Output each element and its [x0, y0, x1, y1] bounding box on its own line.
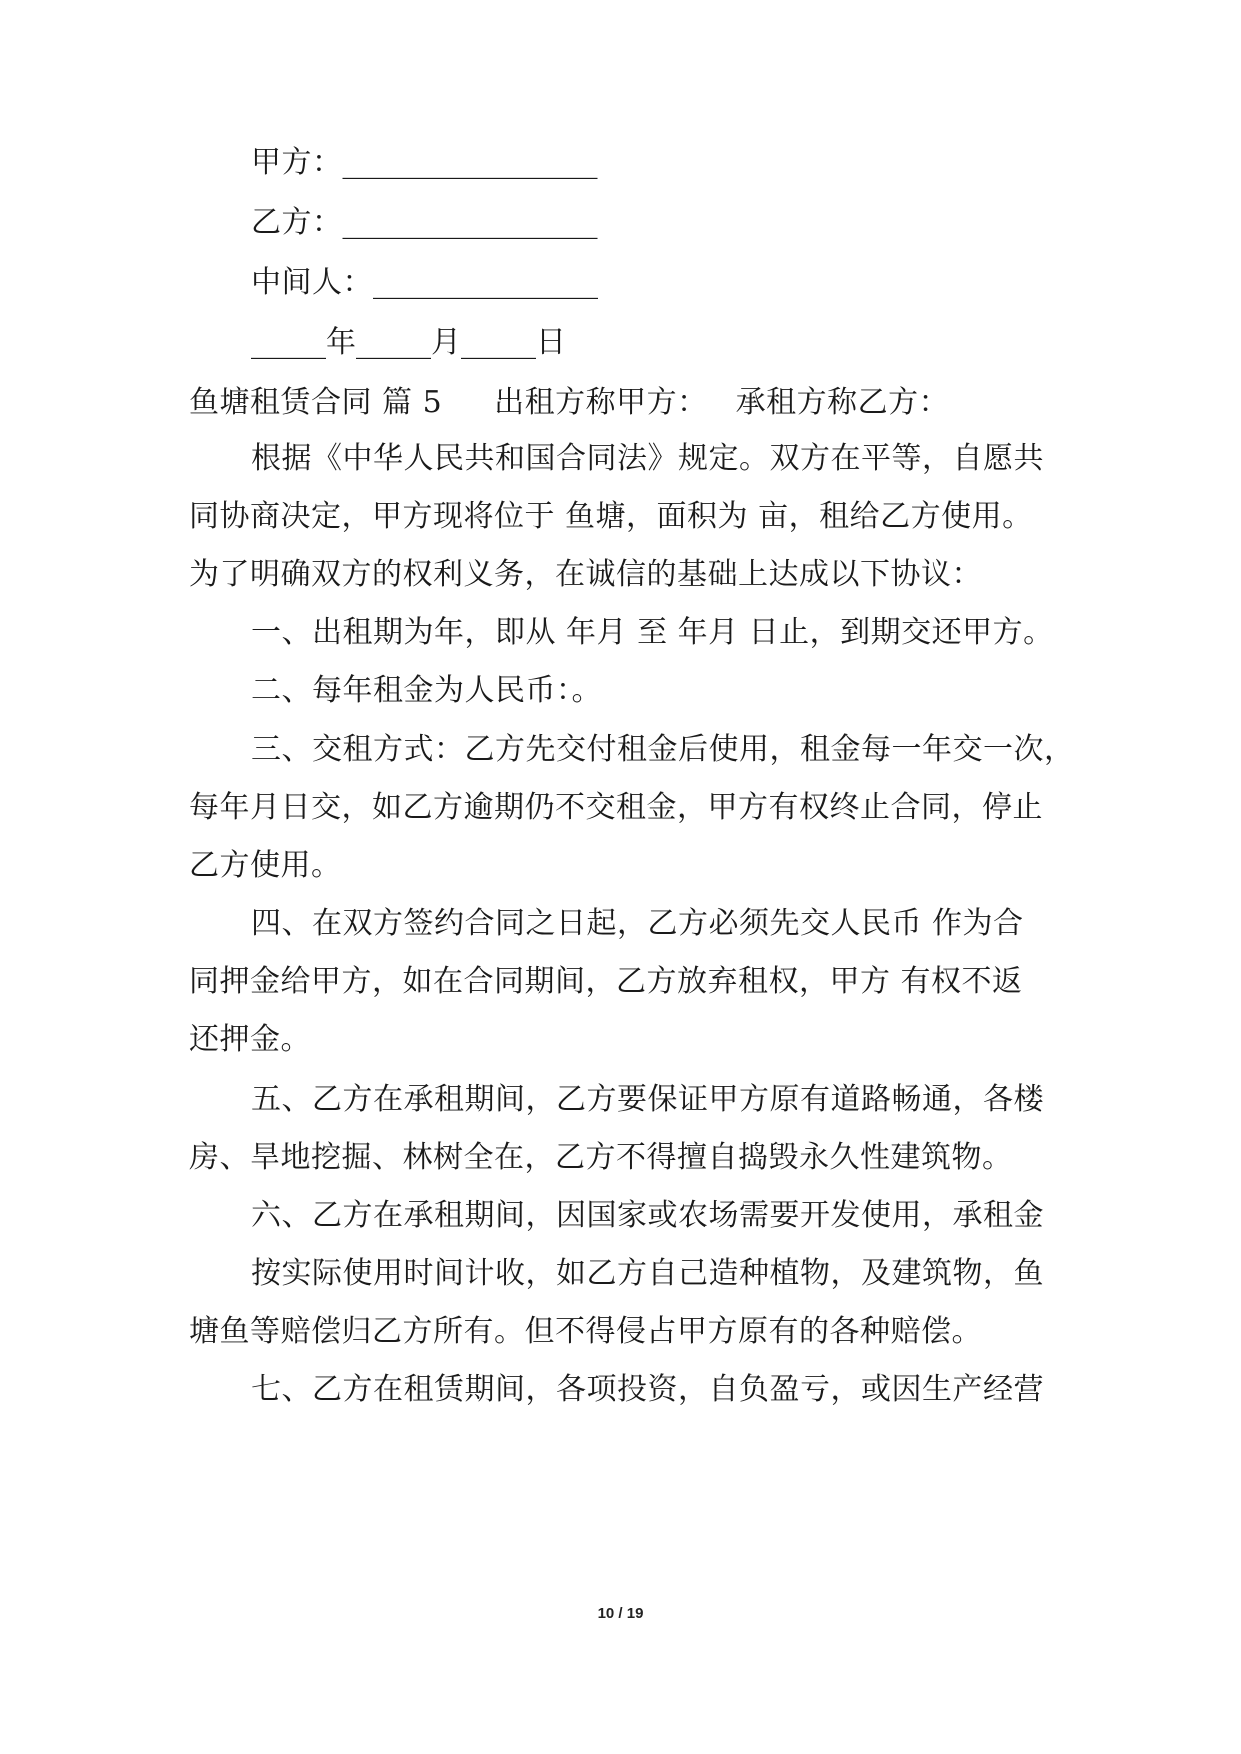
body-line: 房、旱地挖掘、林树全在，乙方不得擅自捣毁永久性建筑物。: [189, 1140, 1013, 1175]
clause-7: 七、乙方在租赁期间，各项投资，自负盈亏，或因生产经营: [251, 1372, 1044, 1407]
section-heading-line: [189, 383, 1059, 423]
clause-6: 六、乙方在承租期间，因国家或农场需要开发使用，承租金: [251, 1198, 1044, 1233]
body-line: 根据《中华人民共和国合同法》规定。双方在平等，自愿共: [251, 441, 1044, 476]
clause-3: 三、交租方式：乙方先交付租金后使用，租金每一年交一次，: [251, 732, 1075, 767]
clause-4: 四、在双方签约合同之日起，乙方必须先交人民币 作为合: [251, 906, 1024, 941]
body-line: 同押金给甲方，如在合同期间，乙方放弃租权，甲方 有权不返: [189, 964, 1023, 999]
lessor-label: 出租方称甲方：: [494, 385, 708, 420]
clause-1: 一、出租期为年，即从 年月 至 年月 日止，到期交还甲方。: [251, 615, 1054, 650]
body-line: 按实际使用时间计收，如乙方自己造种植物，及建筑物，鱼: [251, 1256, 1044, 1291]
party-b-signature-line: [251, 203, 1059, 243]
body-line: 乙方使用。: [189, 848, 342, 883]
middleman-blank: _______________: [373, 265, 598, 300]
middleman-label: 中间人：: [251, 265, 373, 300]
body-line: 同协商决定，甲方现将位于 鱼塘，面积为 亩，租给乙方使用。: [189, 499, 1033, 534]
party-a-signature-line: [251, 143, 1059, 183]
middleman-signature-line: [251, 263, 1059, 303]
signature-date-line: _____年_____月_____日: [251, 325, 566, 360]
clause-2: 二、每年租金为人民币：。: [251, 673, 602, 708]
body-line: 每年月日交，如乙方逾期仍不交租金，甲方有权终止合同，停止: [189, 790, 1043, 825]
party-a-blank: _________________: [342, 145, 598, 180]
party-a-label: 甲方：: [251, 145, 343, 180]
section-heading: 鱼塘租赁合同 篇 5: [189, 385, 443, 420]
party-b-label: 乙方：: [251, 205, 343, 240]
body-line: 还押金。: [189, 1022, 311, 1057]
page-number: 10 / 19: [597, 1605, 644, 1622]
body-line: 塘鱼等赔偿归乙方所有。但不得侵占甲方原有的各种赔偿。: [189, 1314, 982, 1349]
party-b-blank: _________________: [342, 205, 598, 240]
lessee-label: 承租方称乙方：: [735, 385, 950, 420]
clause-5: 五、乙方在承租期间，乙方要保证甲方原有道路畅通，各楼: [251, 1082, 1044, 1117]
body-line: 为了明确双方的权利义务，在诚信的基础上达成以下协议：: [189, 557, 982, 592]
